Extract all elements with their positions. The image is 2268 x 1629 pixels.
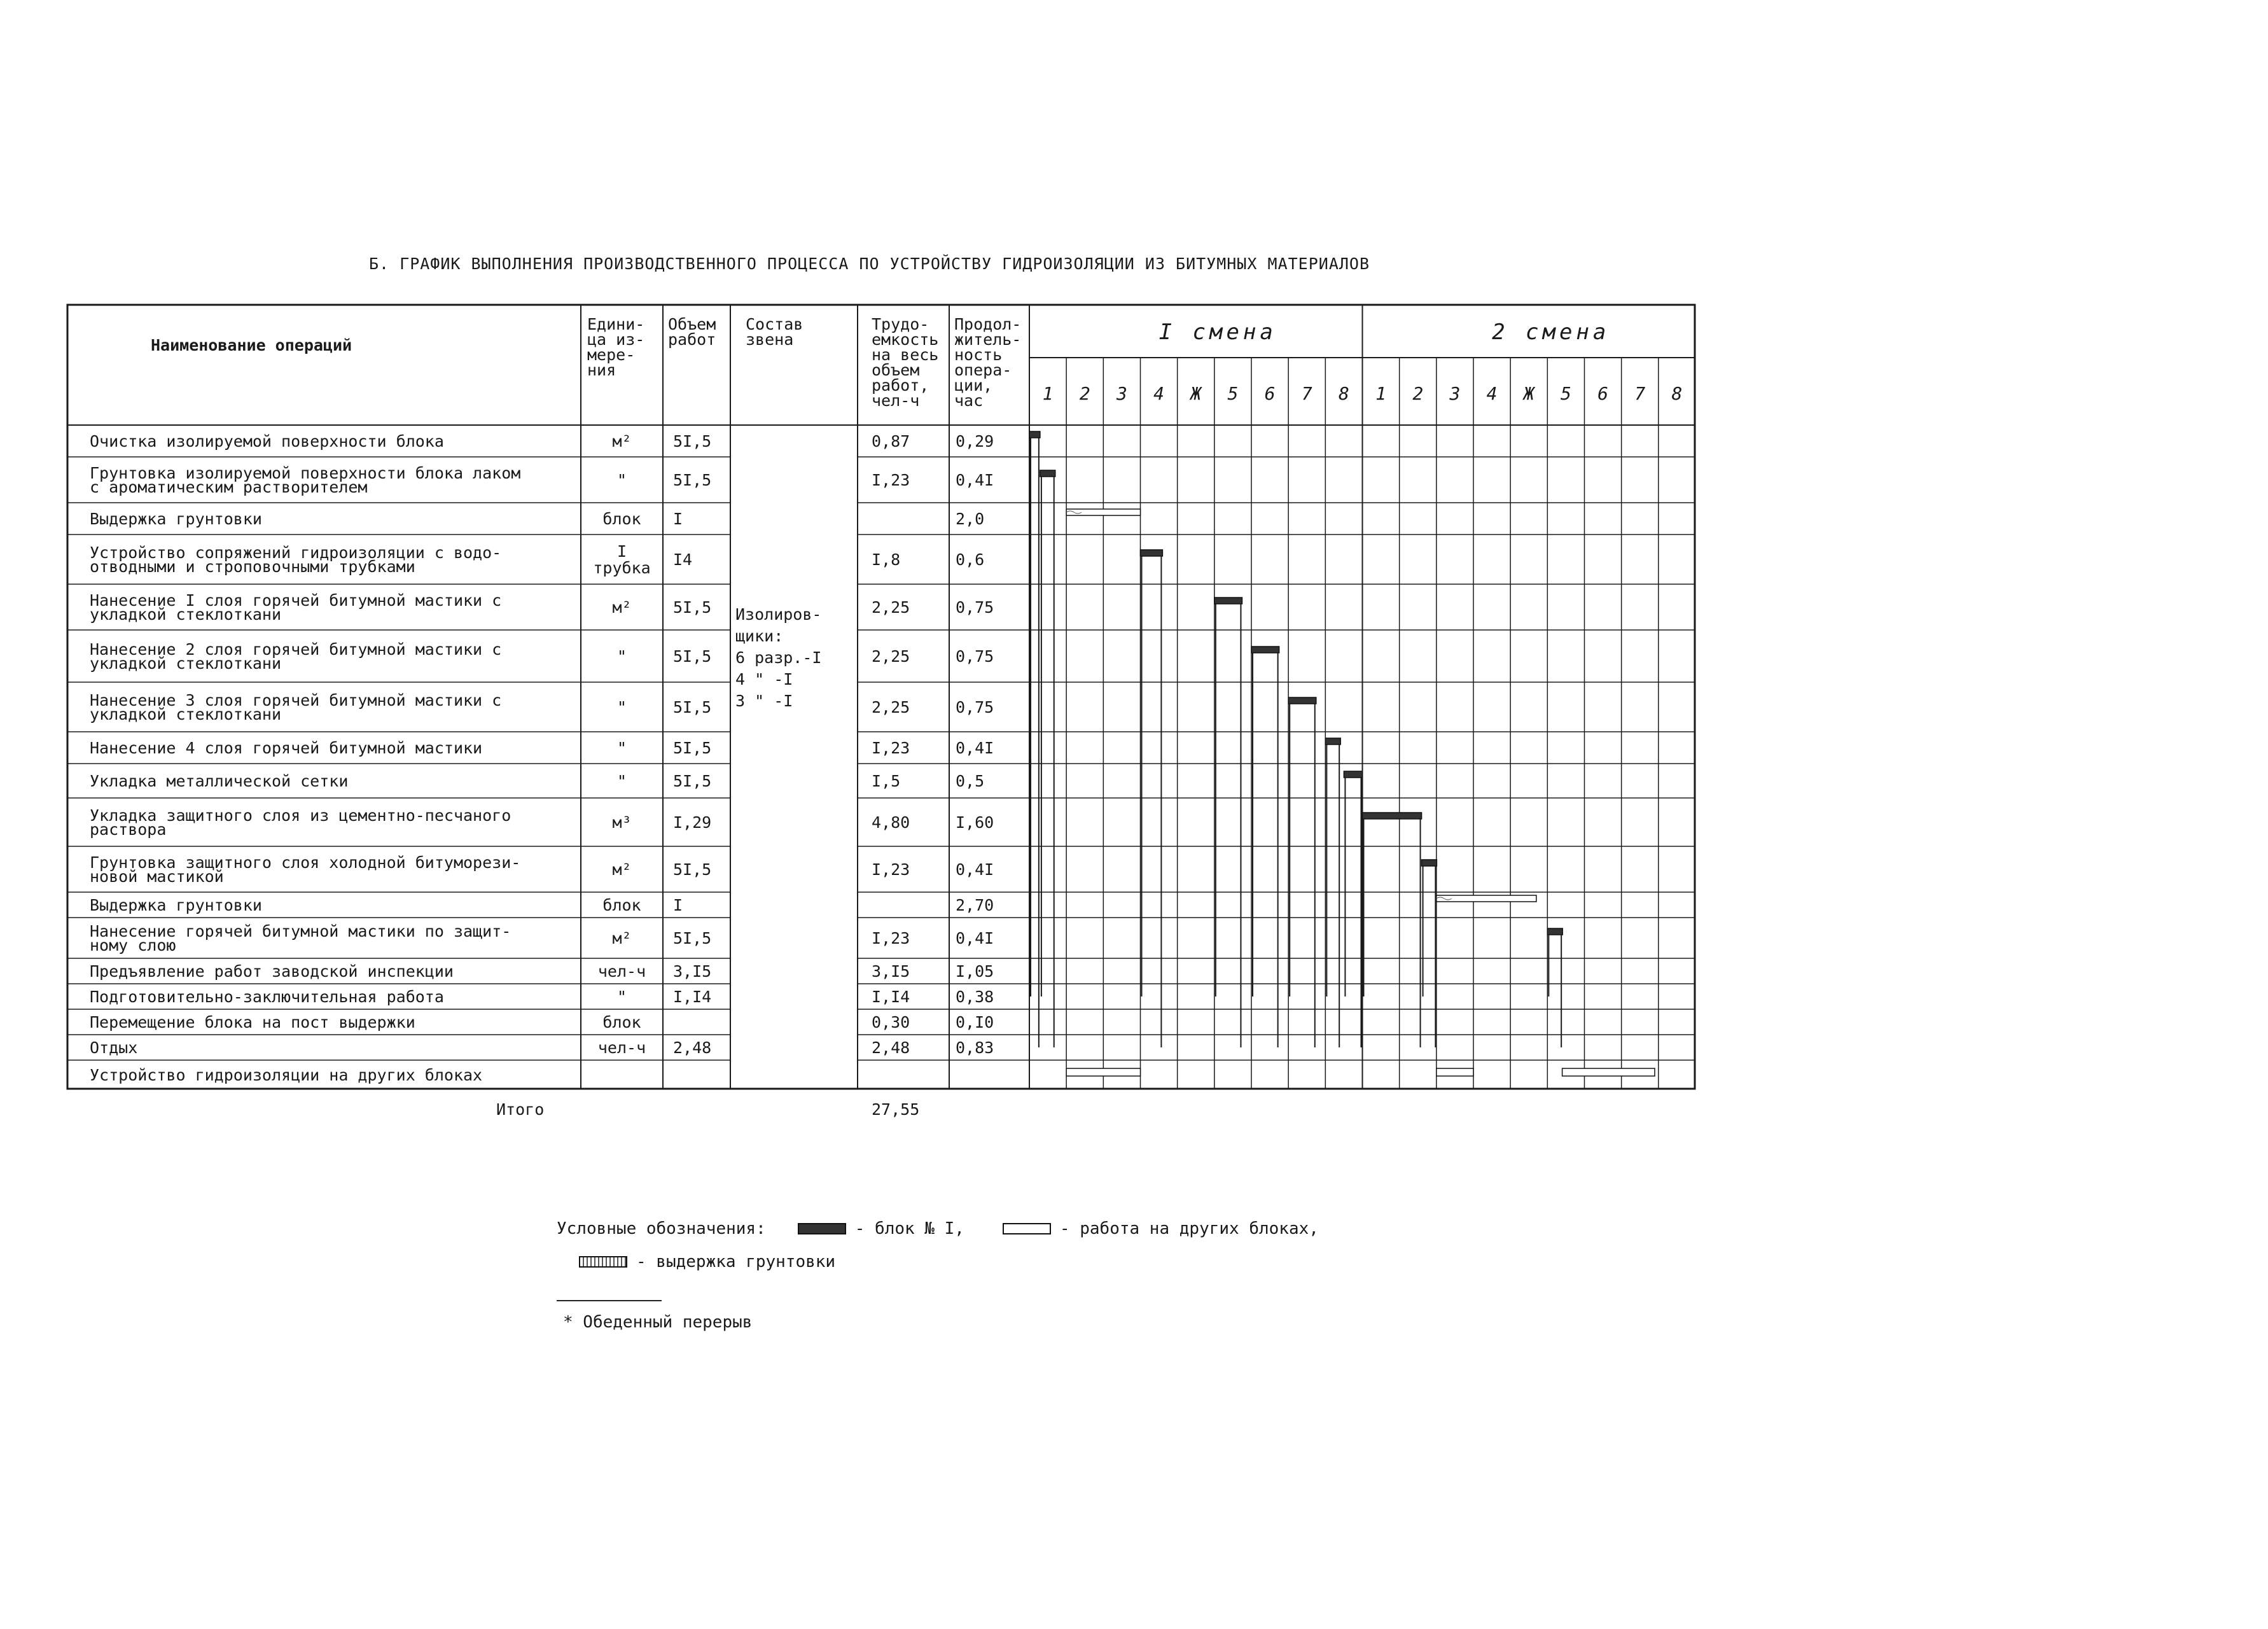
header-hour: Ж	[1190, 383, 1202, 404]
header-hour: 5	[1227, 383, 1239, 404]
duration-cell: 0,4I	[956, 860, 994, 879]
labor-cell: I,23	[872, 929, 910, 947]
volume-cell: 5I,5	[673, 647, 712, 666]
operation-name: ному слою	[90, 936, 176, 954]
total-label: Итого	[496, 1100, 545, 1119]
header-operation: Наименование операций	[151, 336, 352, 354]
gantt-bar-block	[1141, 550, 1163, 556]
operation-name: Выдержка грунтовки	[90, 510, 262, 528]
unit-cell: "	[616, 739, 627, 757]
header-duration: час	[954, 391, 984, 410]
labor-cell: I,23	[872, 860, 910, 879]
duration-cell: 0,6	[956, 550, 985, 569]
labor-cell: 2,25	[872, 698, 910, 717]
labor-cell: 3,I5	[872, 962, 910, 981]
volume-cell: I	[673, 510, 683, 528]
gantt-bar-other-blocks	[1562, 1068, 1655, 1076]
duration-cell: 0,83	[956, 1038, 994, 1057]
duration-cell: 0,75	[956, 698, 994, 717]
crew-text: 6 разр.-I	[735, 648, 822, 667]
header-hour: 8	[1671, 383, 1683, 404]
unit-cell: "	[616, 471, 627, 489]
operation-name: укладкой стеклоткани	[90, 605, 282, 624]
header-labor: емкость	[872, 330, 939, 349]
gantt-bar-block	[1040, 470, 1055, 477]
header-hour: 8	[1338, 383, 1349, 404]
page-title: Б. ГРАФИК ВЫПОЛНЕНИЯ ПРОИЗВОДСТВЕННОГО ПРОЦЕССА ПО УСТРОЙСТВУ ГИДРОИЗОЛЯЦИИ ИЗ БИТУМНЫХ МАТЕРИАЛОВ	[369, 255, 1370, 273]
duration-cell: 2,70	[956, 896, 994, 914]
footnote: * Обеденный перерыв	[563, 1313, 753, 1332]
operation-name: Очистка изолируемой поверхности блока	[90, 432, 444, 451]
operation-name: укладкой стеклоткани	[90, 705, 282, 724]
labor-cell: I,23	[872, 739, 910, 757]
volume-cell: 5I,5	[673, 860, 712, 879]
operation-name: Предъявление работ заводской инспекции	[90, 962, 454, 981]
header-labor: объем	[872, 361, 920, 379]
labor-cell: 2,25	[872, 647, 910, 666]
header-volume: работ	[668, 330, 716, 349]
header-crew: звена	[746, 330, 794, 349]
duration-cell: 0,29	[956, 432, 994, 451]
crew-text: щики:	[735, 627, 784, 645]
header-labor: Трудо-	[872, 315, 929, 333]
header-unit: мере-	[587, 346, 636, 364]
volume-cell: 5I,5	[673, 432, 712, 451]
unit-cell: I	[616, 542, 627, 561]
header-hour: 7	[1301, 383, 1312, 404]
header-duration: житель-	[954, 330, 1022, 349]
header-hour: 7	[1634, 383, 1646, 404]
unit-cell: "	[616, 988, 627, 1006]
duration-cell: 0,75	[956, 647, 994, 666]
volume-cell: 5I,5	[673, 929, 712, 947]
total-value: 27,55	[872, 1100, 920, 1119]
gantt-bar-other-blocks	[1437, 1068, 1473, 1076]
operation-name: Грунтовка защитного слоя холодной битуморези-	[90, 853, 521, 872]
operation-name: Перемещение блока на пост выдержки	[90, 1013, 415, 1031]
legend-other-text: - работа на других блоках,	[1059, 1219, 1319, 1238]
operation-name: Устройство гидроизоляции на других блоках	[90, 1066, 483, 1084]
header-labor: работ,	[872, 376, 929, 395]
volume-cell: I	[673, 896, 683, 914]
operation-name: Подготовительно-заключительная работа	[90, 988, 444, 1006]
legend	[557, 1212, 1319, 1278]
header-hour: 4	[1153, 383, 1165, 404]
header-hour: 1	[1042, 383, 1054, 404]
unit-cell: м²	[612, 598, 632, 617]
volume-cell: I4	[673, 550, 693, 569]
header-hour: 5	[1560, 383, 1571, 404]
labor-cell: I,23	[872, 471, 910, 489]
gantt-bar-block	[1288, 697, 1316, 704]
header-shift-1: I смена	[1158, 319, 1277, 345]
operation-name: Отдых	[90, 1038, 138, 1057]
gantt-bar-block	[1214, 598, 1242, 604]
labor-cell: 2,25	[872, 598, 910, 617]
unit-cell: блок	[602, 510, 641, 528]
legend-block-text: - блок № I,	[854, 1219, 964, 1238]
operation-name: Нанесение 3 слоя горячей битумной мастики с	[90, 691, 502, 710]
header-unit: Едини-	[587, 315, 645, 333]
volume-cell: I,I4	[673, 988, 712, 1006]
header-duration: ность	[954, 346, 1003, 364]
operation-name: Нанесение 4 слоя горячей битумной мастики	[90, 739, 483, 757]
operation-name: новой мастикой	[90, 867, 224, 886]
operation-name: Грунтовка изолируемой поверхности блока лаком	[90, 464, 521, 482]
header-hour: 2	[1079, 383, 1090, 404]
operation-name: Нанесение 2 слоя горячей битумной мастики с	[90, 640, 502, 659]
labor-cell: I,8	[872, 550, 901, 569]
gantt-bar-block	[1422, 860, 1437, 866]
unit-cell: блок	[602, 1013, 641, 1031]
header-hour: 4	[1486, 383, 1498, 404]
unit-cell: "	[616, 698, 627, 717]
duration-cell: 0,38	[956, 988, 994, 1006]
gantt-bar-block	[1325, 738, 1340, 745]
operation-name: Укладка защитного слоя из цементно-песчаного	[90, 806, 511, 825]
header-duration: опера-	[954, 361, 1012, 379]
operation-name: Нанесение горячей битумной мастики по защит-	[90, 922, 511, 940]
duration-cell: 0,4I	[956, 471, 994, 489]
header-hour: 6	[1597, 383, 1609, 404]
legend-cure-text: - выдержка грунтовки	[636, 1252, 836, 1271]
gantt-bar-block	[1029, 431, 1040, 438]
volume-cell: 3,I5	[673, 962, 712, 981]
operation-name: укладкой стеклоткани	[90, 654, 282, 673]
duration-cell: 2,0	[956, 510, 985, 528]
volume-cell: 5I,5	[673, 739, 712, 757]
duration-cell: 0,4I	[956, 929, 994, 947]
duration-cell: I,60	[956, 813, 994, 832]
labor-cell: I,5	[872, 772, 901, 790]
operation-name: с ароматическим растворителем	[90, 478, 368, 496]
unit-cell: м²	[612, 860, 632, 879]
gantt-bar-block	[1251, 647, 1279, 653]
unit-cell: блок	[602, 896, 641, 914]
labor-cell: 4,80	[872, 813, 910, 832]
labor-cell: 2,48	[872, 1038, 910, 1057]
volume-cell: 5I,5	[673, 772, 712, 790]
crew-text: 4 " -I	[735, 670, 793, 689]
crew-text: 3 " -I	[735, 692, 793, 710]
unit-cell: трубка	[593, 559, 651, 577]
header-hour: 1	[1375, 383, 1387, 404]
unit-cell: "	[616, 772, 627, 790]
duration-cell: I,05	[956, 962, 994, 981]
header-hour: 3	[1449, 383, 1461, 404]
operation-name: Укладка металлической сетки	[90, 772, 349, 790]
legend-cure-swatch	[579, 1256, 627, 1268]
legend-label: Условные обозначения:	[557, 1219, 766, 1238]
legend-block-swatch	[798, 1223, 846, 1234]
header-duration: ции,	[954, 376, 993, 395]
duration-cell: 0,4I	[956, 739, 994, 757]
gantt-bar-block	[1547, 928, 1562, 935]
volume-cell: 5I,5	[673, 698, 712, 717]
volume-cell: 2,48	[673, 1038, 712, 1057]
schedule-table	[67, 304, 1695, 1121]
operation-name: Устройство сопряжений гидроизоляции с водо-	[90, 543, 502, 562]
header-hour: Ж	[1523, 383, 1534, 404]
header-hour: 3	[1116, 383, 1127, 404]
operation-name: раствора	[90, 820, 167, 839]
legend-other-swatch	[1003, 1223, 1051, 1234]
duration-cell: 0,5	[956, 772, 985, 790]
header-crew: Состав	[746, 315, 804, 333]
labor-cell: 0,87	[872, 432, 910, 451]
duration-cell: 0,75	[956, 598, 994, 617]
header-labor: на весь	[872, 346, 939, 364]
header-hour: 6	[1264, 383, 1276, 404]
gantt-bar-block	[1344, 771, 1362, 778]
crew-text: Изолиров-	[735, 605, 822, 624]
header-hour: 2	[1412, 383, 1424, 404]
duration-cell: 0,I0	[956, 1013, 994, 1031]
unit-cell: м²	[612, 929, 632, 947]
header-unit: ния	[587, 361, 616, 379]
header-duration: Продол-	[954, 315, 1022, 333]
labor-cell: 0,30	[872, 1013, 910, 1031]
gantt-bar-block	[1363, 813, 1422, 819]
unit-cell: м³	[612, 813, 632, 832]
unit-cell: чел-ч	[597, 962, 646, 981]
operation-name: отводными и строповочными трубками	[90, 557, 415, 576]
footnote-rule	[557, 1300, 662, 1301]
volume-cell: 5I,5	[673, 471, 712, 489]
gantt-bar-other-blocks	[1066, 1068, 1140, 1076]
operation-name: Выдержка грунтовки	[90, 896, 262, 914]
unit-cell: "	[616, 647, 627, 666]
header-labor: чел-ч	[872, 391, 920, 410]
volume-cell: 5I,5	[673, 598, 712, 617]
unit-cell: м²	[612, 432, 632, 451]
volume-cell: I,29	[673, 813, 712, 832]
unit-cell: чел-ч	[597, 1038, 646, 1057]
header-unit: ца из-	[587, 330, 645, 349]
operation-name: Нанесение I слоя горячей битумной мастики с	[90, 591, 502, 610]
gantt-bar-curing	[1066, 509, 1140, 515]
header-shift-2: 2 смена	[1492, 319, 1610, 345]
labor-cell: I,I4	[872, 988, 910, 1006]
header-volume: Объем	[668, 315, 716, 333]
